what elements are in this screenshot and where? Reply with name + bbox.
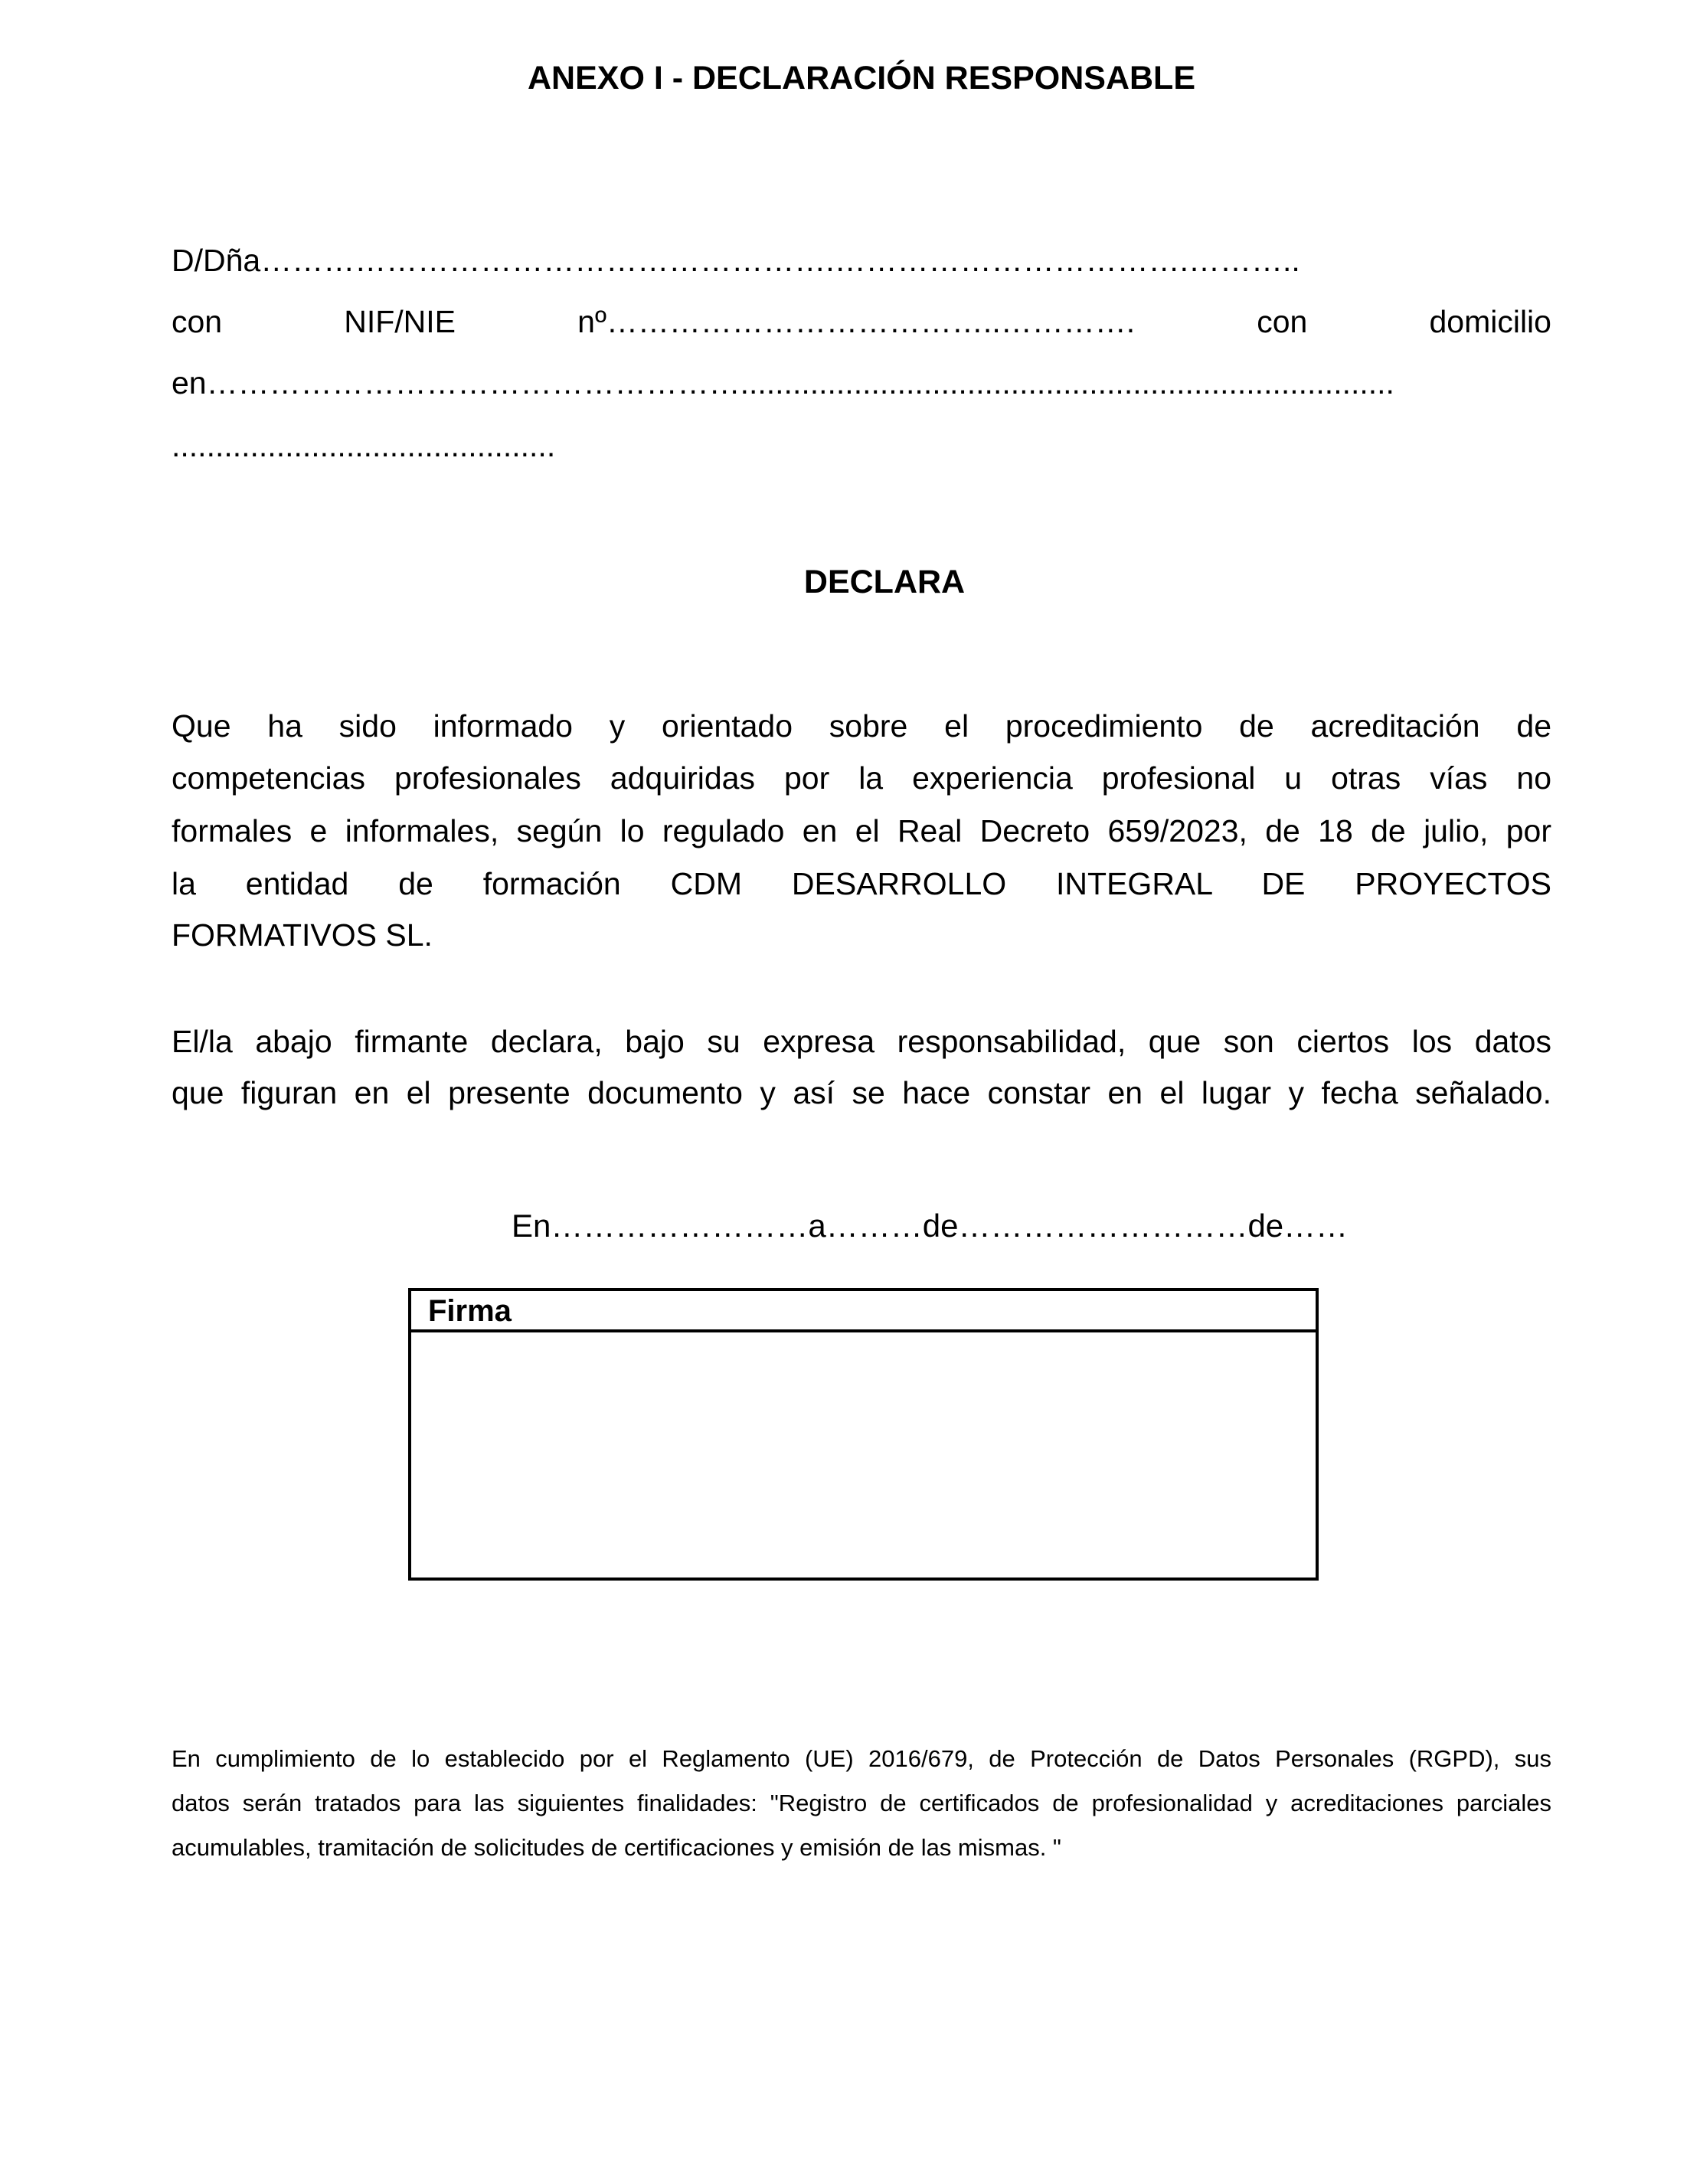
footer-line: En cumplimiento de lo establecido por el Reglamento (UE) 2016/679, de Protección de Datos Personales (RGPD), sus <box>172 1745 1551 1772</box>
footer-line: acumulables, tramitación de solicitudes de certificaciones y emisión de las mismas. " <box>172 1834 1061 1861</box>
address-field-line[interactable]: en……………………………………………........................................................................... <box>172 365 1394 401</box>
paragraph-line: la entidad de formación CDM DESARROLLO INTEGRAL DE PROYECTOS <box>172 866 1551 901</box>
nif-word: domicilio <box>1429 304 1551 339</box>
paragraph-line: que figuran en el presente documento y así se hace constar en el lugar y fecha señalado. <box>172 1075 1551 1110</box>
document-title: ANEXO I - DECLARACIÓN RESPONSABLE <box>527 60 1195 96</box>
signature-box[interactable] <box>408 1288 1319 1581</box>
nif-word: con <box>172 304 223 339</box>
nif-number-field[interactable]: nº………………………………..…………. <box>577 304 1136 339</box>
section-heading: DECLARA <box>803 564 966 600</box>
footer-line: datos serán tratados para las siguientes finalidades: "Registro de certificados de profesionalidad y acreditaciones parciales <box>172 1790 1551 1816</box>
nif-word: con <box>1257 304 1308 339</box>
paragraph-line: Que ha sido informado y orientado sobre el procedimiento de acreditación de <box>172 708 1551 744</box>
nif-word: NIF/NIE <box>344 304 456 339</box>
nif-field-line[interactable] <box>172 303 1551 340</box>
name-field-line[interactable]: D/Dña……………………………………………….…………………………….……….. <box>172 243 1300 278</box>
signature-label: Firma <box>411 1291 1316 1332</box>
paragraph-line: competencias profesionales adquiridas por la experiencia profesional u otras vías no <box>172 760 1551 796</box>
place-date-line[interactable]: En……………………a………de………………………de…… <box>512 1208 1349 1244</box>
paragraph-line: FORMATIVOS SL. <box>172 917 433 953</box>
paragraph-line: formales e informales, según lo regulado en el Real Decreto 659/2023, de 18 de julio, por <box>172 813 1551 848</box>
address-field-line-2[interactable]: ............................................ <box>172 428 556 463</box>
paragraph-line: El/la abajo firmante declara, bajo su expresa responsabilidad, que son ciertos los datos <box>172 1024 1551 1059</box>
